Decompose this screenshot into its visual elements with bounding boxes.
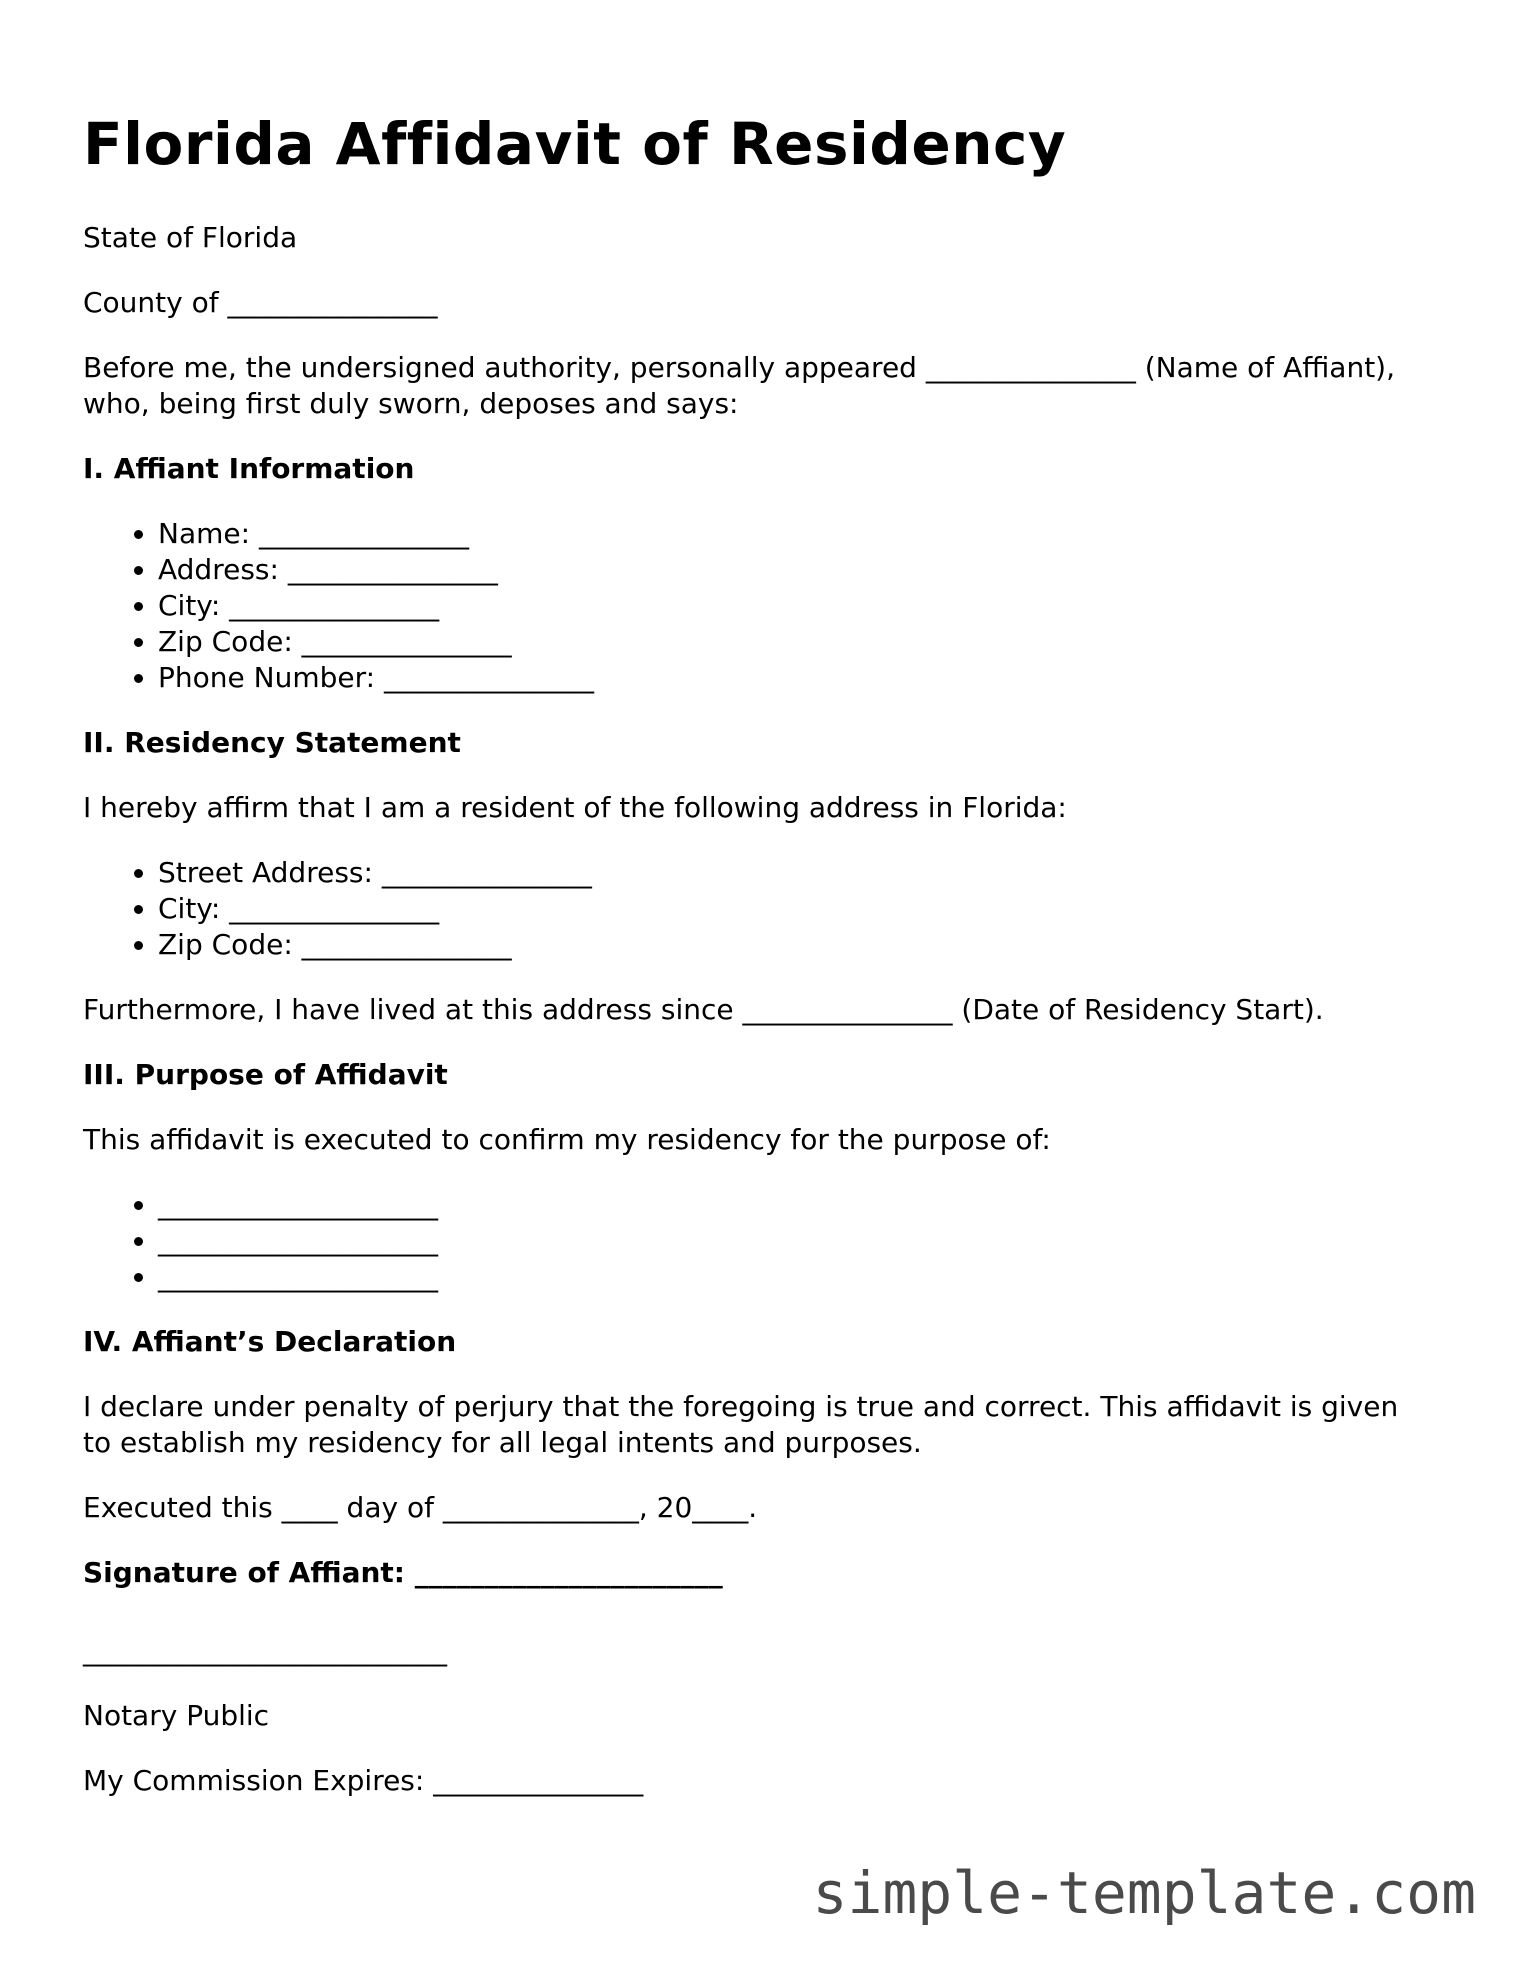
notary-signature-line: __________________________ xyxy=(83,1634,447,1667)
list-item: • Zip Code: _______________ xyxy=(158,624,1423,660)
state-line: State of Florida xyxy=(83,221,298,254)
intro-paragraph: Before me, the undersigned authority, personally appeared _______________ (Name of Affiant), who, being first duly sworn, deposes and says: xyxy=(83,351,1395,420)
section-heading-residency-statement: II. Residency Statement xyxy=(83,726,461,759)
list-item: • Address: _______________ xyxy=(158,552,1423,588)
list-item: • City: _______________ xyxy=(158,891,1423,927)
document xyxy=(83,100,1423,1828)
purpose-statement: This affidavit is executed to confirm my residency for the purpose of: xyxy=(83,1123,1051,1156)
residency-address-list xyxy=(83,855,1423,963)
commission-expires: My Commission Expires: _______________ xyxy=(83,1764,644,1797)
list-item: • City: _______________ xyxy=(158,588,1423,624)
executed-line: Executed this ____ day of ______________, 20____. xyxy=(83,1491,758,1524)
residency-statement: I hereby affirm that I am a resident of the following address in Florida: xyxy=(83,791,1067,824)
list-item: • Street Address: _______________ xyxy=(158,855,1423,891)
signature-line: Signature of Affiant: ______________________ xyxy=(83,1556,723,1589)
notary-label: Notary Public xyxy=(83,1699,270,1732)
list-item: • Zip Code: _______________ xyxy=(158,927,1423,963)
county-line: County of _______________ xyxy=(83,286,438,319)
declaration-paragraph: I declare under penalty of perjury that the foregoing is true and correct. This affidavit is given to establish my residency for all legal intents and purposes. xyxy=(83,1390,1399,1459)
residency-since: Furthermore, I have lived at this address since _______________ (Date of Residency Start). xyxy=(83,993,1324,1026)
list-item: • Name: _______________ xyxy=(158,516,1423,552)
list-item: • ____________________ xyxy=(158,1187,1423,1223)
watermark: simple-template.com xyxy=(812,1859,1476,1927)
list-item: • ____________________ xyxy=(158,1259,1423,1295)
list-item: • ____________________ xyxy=(158,1223,1423,1259)
section-heading-declaration: IV. Affiant’s Declaration xyxy=(83,1325,457,1358)
page-title: Florida Affidavit of Residency xyxy=(83,110,1067,178)
section-heading-affiant-information: I. Affiant Information xyxy=(83,452,415,485)
purpose-list xyxy=(83,1187,1423,1295)
section-heading-purpose: III. Purpose of Affidavit xyxy=(83,1058,448,1091)
list-item: • Phone Number: _______________ xyxy=(158,660,1423,696)
affiant-information-list xyxy=(83,516,1423,696)
